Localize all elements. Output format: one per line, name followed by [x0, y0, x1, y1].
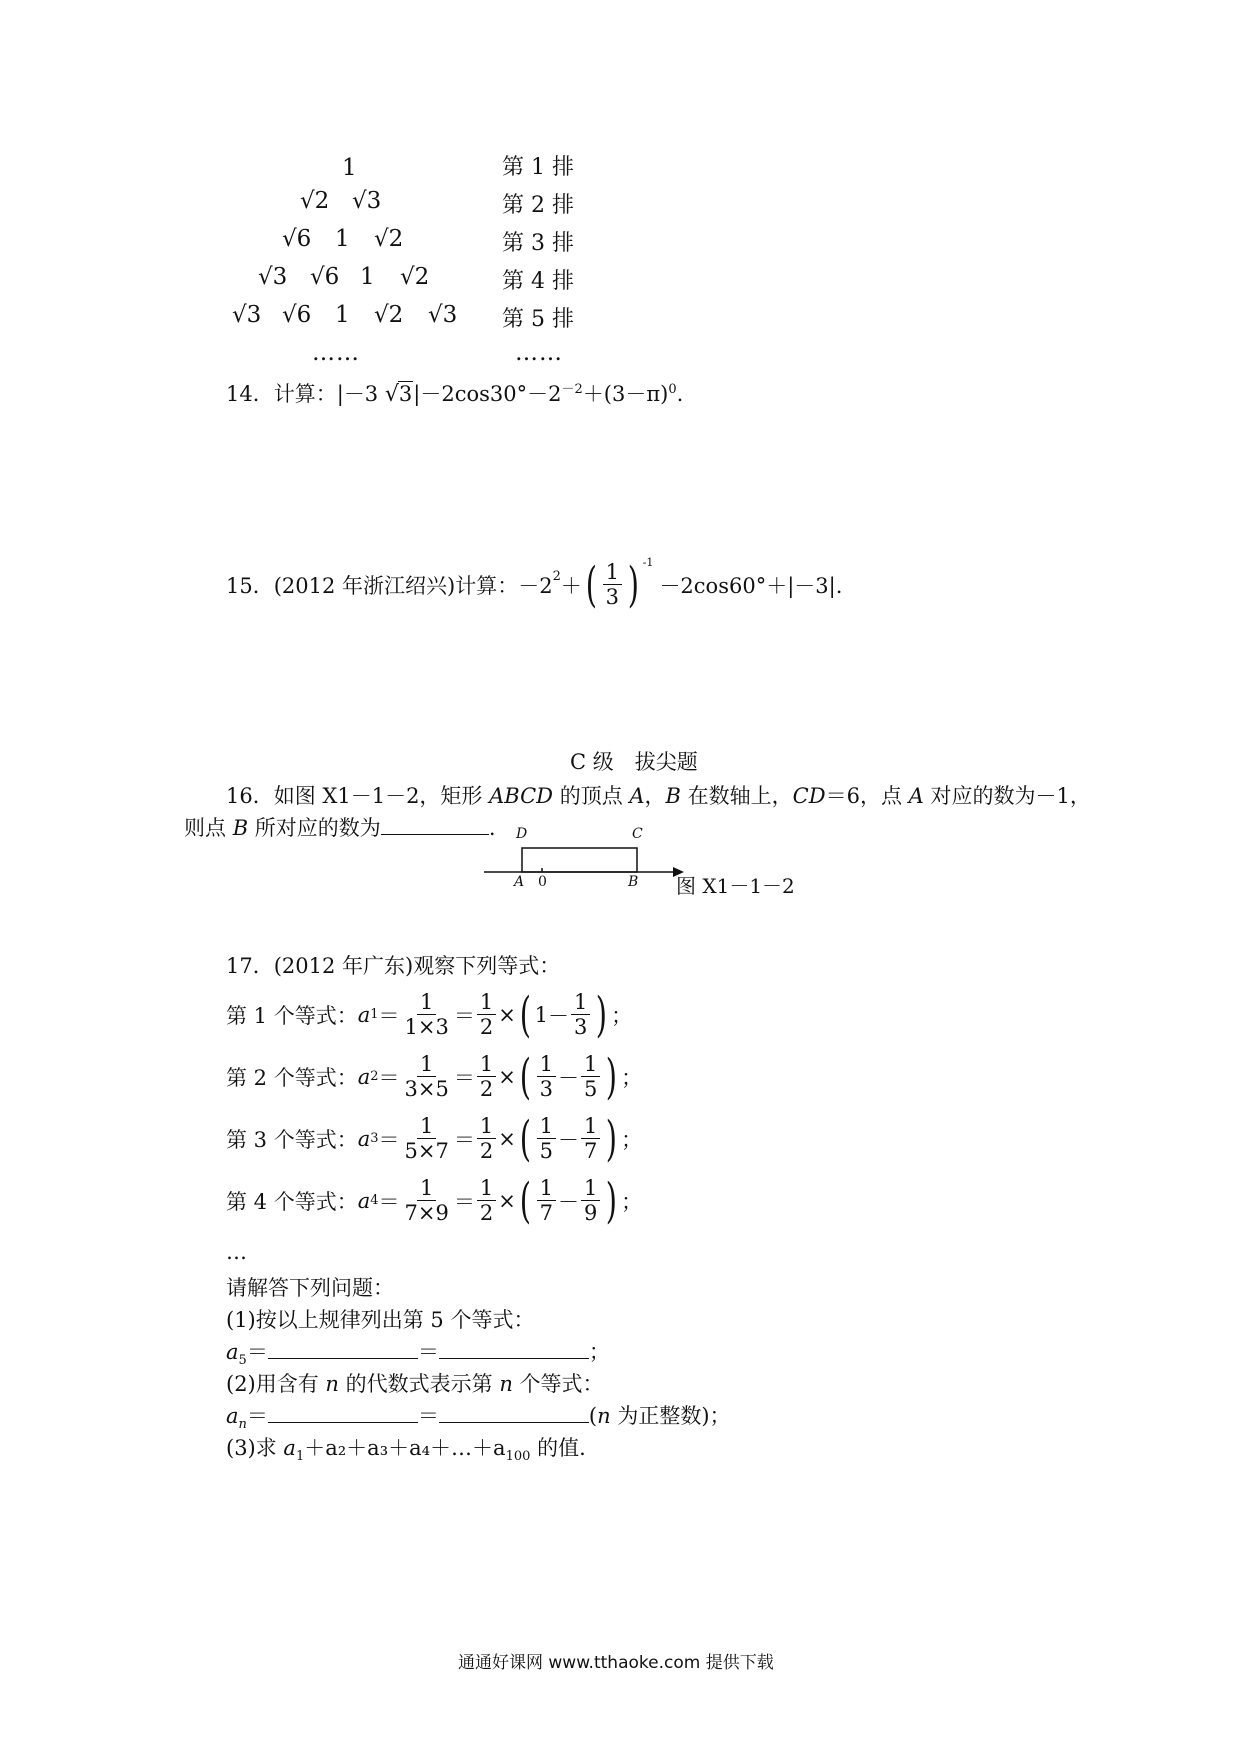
equation-denominator: 7×9	[404, 1201, 449, 1226]
fraction-denominator: 3	[605, 585, 619, 610]
q16-text: 所对应的数为	[248, 816, 381, 840]
q17-part3: (3)求 $a_1+a_2+a_3+a_4+\dots+a_{100}$ 的值.	[226, 1436, 586, 1465]
q16-text: 则点	[184, 816, 233, 840]
q17-sub-last: 100	[505, 1449, 531, 1465]
question-17-head: 17．(2012 年广东)观察下列等式：	[226, 954, 561, 978]
label-b: B	[628, 874, 639, 890]
triangle-cell: √3	[352, 188, 382, 214]
sqrt-arg: 3	[398, 382, 413, 406]
equation-subscript: 1	[370, 1007, 379, 1023]
q17-text: 的值.	[530, 1436, 586, 1460]
q17-semi: ；	[588, 1340, 610, 1364]
q16-text: 对应的数为－1，	[923, 784, 1091, 808]
figure-caption: 图 X1－1－2	[676, 874, 795, 898]
q16-text: 16．如图 X1－1－2，矩形	[226, 784, 490, 808]
triangle-cell: 1	[342, 155, 357, 181]
triangle-cell: √6	[310, 264, 340, 290]
q17-a5-sub: 5	[238, 1353, 247, 1369]
q16-rect-name: ABCD	[489, 784, 554, 808]
q17-eq: ＝	[246, 1340, 268, 1364]
q17-text: (3)求	[226, 1436, 284, 1460]
answer-blank[interactable]	[439, 1338, 589, 1359]
q14-rest: |－2cos30°－2	[413, 382, 562, 406]
q17-text: (	[588, 1404, 598, 1428]
q14-bar: |	[336, 382, 344, 406]
equation-denominator: 3×5	[404, 1077, 449, 1102]
q15-plus: ＋	[560, 573, 582, 598]
triangle-cell: √2	[400, 264, 430, 290]
label-zero: 0	[538, 874, 547, 890]
footer-credit: 通通好课网 www.tthaoke.com 提供下载	[458, 1653, 774, 1673]
q17-part2	[226, 1368, 604, 1398]
equation-subscript: 3	[370, 1131, 379, 1147]
q16-point-b: B	[665, 784, 681, 808]
q16-text: ＝6，点	[825, 784, 909, 808]
question-14	[226, 378, 683, 408]
paren-frac-den: 7	[583, 1139, 598, 1164]
figure-drawing	[480, 826, 700, 896]
paren-term: 1	[534, 1002, 548, 1027]
equation-denominator: 5×7	[404, 1139, 449, 1164]
triangle-cell: √2	[374, 226, 404, 252]
q17-an-line	[226, 1400, 731, 1432]
triangle-cell: 1	[335, 302, 350, 328]
row-label: 第 3 排	[502, 231, 574, 256]
section-heading: C 级 拔尖题	[570, 750, 698, 774]
triangle-cell: √3	[428, 302, 458, 328]
rectangle-abcd	[522, 848, 637, 872]
q16-point-a: A	[908, 784, 924, 808]
equation-row: 第 4 个等式： a 4 ＝ $\frac{1}{7\times 9}$ ＝ $\frac{1}{2}$ × ( $\frac{1}{7}$ － $\frac{1}{9}$ ) ；	[226, 1172, 643, 1229]
q14-prefix: 14．计算：	[226, 382, 337, 406]
paren-frac-num: 1	[571, 990, 590, 1015]
q17-n: n	[597, 1404, 611, 1428]
paren-frac-den: 9	[583, 1201, 598, 1226]
q17-n: n	[325, 1372, 339, 1396]
triangle-cell: √2	[374, 302, 404, 328]
paren-frac-den: 7	[539, 1201, 553, 1226]
paren-frac-num: 1	[537, 1176, 556, 1201]
sqrt-expression: √3	[384, 382, 413, 407]
equation-row: 第 1 个等式： a 1 ＝ $\frac{1}{1\times 3}$ ＝ $\frac{1}{2}$ × ( 1 － $\frac{1}{3}$ ) ；	[226, 986, 633, 1043]
q16-segment-cd: CD	[792, 784, 826, 808]
one-third-fraction	[603, 560, 622, 609]
label-c: C	[632, 826, 643, 842]
q17-eq: ＝	[246, 1404, 268, 1428]
q17-a5-line	[226, 1336, 610, 1368]
question-16-line2	[184, 812, 496, 842]
q14-tail-exponent: 0	[668, 382, 677, 397]
label-a: A	[514, 874, 525, 890]
paren-frac-num: 1	[581, 1176, 600, 1201]
triangle-cell: 1	[335, 226, 350, 252]
answer-blank[interactable]	[381, 814, 489, 835]
q17-text: (2)用含有	[226, 1372, 326, 1396]
equation-label: 第 2 个等式：	[226, 1065, 358, 1090]
answer-blank[interactable]	[268, 1402, 418, 1423]
equation-label: 第 3 个等式：	[226, 1127, 358, 1152]
equation-label: 第 1 个等式：	[226, 1003, 358, 1028]
row-label: 第 4 排	[502, 269, 574, 294]
paren-frac-num: 1	[581, 1114, 600, 1139]
question-16-line1	[226, 780, 1091, 810]
q17-an-sub: n	[238, 1417, 247, 1433]
q17-part1: (1)按以上规律列出第 5 个等式：	[226, 1308, 535, 1332]
paren-frac-num: 1	[581, 1052, 600, 1077]
triangle-cell: √6	[282, 302, 312, 328]
q16-point-b: B	[232, 816, 249, 840]
q17-eq: ＝	[417, 1340, 439, 1364]
q17-sum-expression: ＋a₂＋a₃＋a₄＋…＋a	[304, 1436, 506, 1460]
equation-subscript: 4	[370, 1193, 379, 1209]
q15-square: 2	[552, 569, 561, 585]
label-d: D	[516, 826, 528, 842]
label-ellipsis: ……	[515, 340, 563, 366]
triangle-cell: 1	[360, 264, 375, 290]
q16-point-a: A	[629, 784, 645, 808]
q17-eq: ＝	[417, 1404, 439, 1428]
question-15: 15．(2012 年浙江绍兴)计算：－2 $^2$ ＋ ( $\frac{1}{3}$ ) $^{-1}$ －2cos60°＋|－3|.	[226, 556, 843, 613]
row-label: 第 5 排	[502, 307, 574, 332]
q14-minus3: －3	[343, 382, 379, 406]
q17-ask: 请解答下列问题：	[226, 1276, 394, 1300]
number-line-figure	[480, 826, 820, 896]
paren-frac-den: 3	[539, 1077, 553, 1102]
q17-text: 的代数式表示第	[338, 1372, 500, 1396]
triangle-cell: √3	[258, 264, 288, 290]
paren-frac-den: 3	[573, 1015, 588, 1040]
q17-a: a	[226, 1340, 239, 1364]
q16-text: .	[488, 816, 496, 840]
q17-ellipsis: …	[226, 1240, 247, 1264]
q14-tail: ＋(3－π)	[582, 382, 669, 406]
q17-text: 为正整数)；	[610, 1404, 731, 1428]
answer-blank[interactable]	[439, 1402, 589, 1423]
paren-frac-num: 1	[537, 1114, 556, 1139]
triangle-ellipsis: ……	[312, 340, 360, 366]
equation-label: 第 4 个等式：	[226, 1189, 358, 1214]
triangle-cell: √6	[282, 226, 312, 252]
q17-text: 个等式：	[512, 1372, 604, 1396]
row-label: 第 1 排	[502, 155, 574, 180]
paren-frac-den: 5	[583, 1077, 598, 1102]
q16-text: 在数轴上，	[680, 784, 793, 808]
equation-row: 第 2 个等式： a 2 ＝ $\frac{1}{3\times 5}$ ＝ $\frac{1}{2}$ × ( $\frac{1}{3}$ － $\frac{1}{5}$ ) ；	[226, 1048, 643, 1105]
equation-row: 第 3 个等式： a 3 ＝ $\frac{1}{5\times 7}$ ＝ $\frac{1}{2}$ × ( $\frac{1}{5}$ － $\frac{1}{7}$ ) ；	[226, 1110, 643, 1167]
q16-text: 的顶点	[553, 784, 630, 808]
triangle-cell: √2	[300, 188, 330, 214]
answer-blank[interactable]	[268, 1338, 418, 1359]
q14-end: .	[676, 382, 684, 406]
q17-a: a	[226, 1404, 239, 1428]
equation-denominator: 1×3	[404, 1015, 449, 1040]
q14-exponent: －2	[561, 382, 583, 397]
fraction-numerator: 1	[603, 560, 622, 585]
q15-prefix: 15．(2012 年浙江绍兴)计算：－2	[226, 573, 553, 598]
q16-text: ，	[644, 784, 666, 808]
q17-a: a	[283, 1436, 296, 1460]
q17-n: n	[499, 1372, 513, 1396]
paren-frac-num: 1	[537, 1052, 556, 1077]
triangle-cell: √3	[232, 302, 262, 328]
equation-subscript: 2	[370, 1069, 379, 1085]
q15-rest: －2cos60°＋|－3|.	[659, 573, 843, 598]
paren-frac-den: 5	[539, 1139, 553, 1164]
q15-exponent: -1	[642, 556, 654, 570]
row-label: 第 2 排	[502, 193, 574, 218]
